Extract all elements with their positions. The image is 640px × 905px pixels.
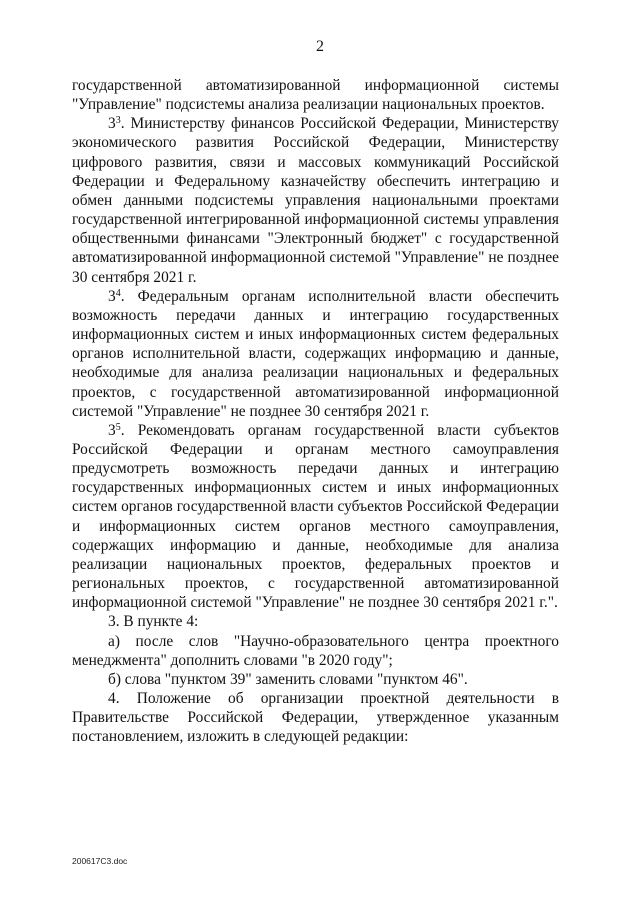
paragraph-item-b: б) слова "пунктом 39" заменить словами "пунктом 46". — [108, 670, 468, 688]
clause-number: 3 — [108, 287, 116, 305]
paragraph-item-4: 4. Положение об организации проектной деятельности в Правительстве Российской Федерации, утвержденное указанным постановлением, изложить в следующей редакции: — [72, 690, 559, 746]
clause-superscript: 3 — [115, 115, 121, 127]
paragraph-item-a: а) после слов "Научно-образовательного центра проектного менеджмента" дополнить словами "в 2020 году"; — [72, 632, 559, 669]
paragraph-3-4 — [72, 287, 559, 421]
document-file-code: 200617С3.doc — [72, 856, 128, 866]
paragraph-item-3: 3. В пункте 4: — [108, 613, 199, 631]
clause-superscript: 4 — [115, 287, 121, 299]
paragraph-continuation: государственной автоматизированной информационной системы "Управление" подсистемы анализа реализации национальных проектов. — [72, 77, 559, 114]
clause-number: 3 — [108, 115, 116, 133]
paragraph-3-3 — [72, 114, 559, 286]
document-body — [72, 76, 559, 746]
paragraph-text: . Министерству финансов Российской Федерации, Министерству экономического развития Российской Федерации, Министерству цифрового развития, связи и массовых коммуникаций Российской Федерации и Федеральному казначейству обеспечить интеграцию и обмен данными подсистемы управления национальными проектами государственной интегрированной информационной системы управления общественными финансами "Электронный бюджет" с государственной автоматизированной информационной системой "Управление" не позднее 30 сентября 2021 г. — [72, 115, 559, 286]
paragraph-text: . Рекомендовать органам государственной власти субъектов Российской Федерации и органам местного самоуправления предусмотреть возможность передачи данных и интеграцию государственных информационных систем и иных информационных систем органов государственной власти субъектов Российской Федерации и информационных систем органов местного самоуправления, содержащих информацию и данные, необходимые для анализа реализации национальных проектов, федеральных проектов и региональных проектов, с государственной автоматизированной информационной системой "Управление" не позднее 30 сентября 2021 г.". — [72, 421, 559, 612]
paragraph-text: . Федеральным органам исполнительной власти обеспечить возможность передачи данных и интеграцию государственных информационных систем и иных информационных систем федеральных органов исполнительной власти, содержащих информацию и данные, необходимые для анализа реализации национальных и федеральных проектов, с государственной автоматизированной информационной системой "Управление" не позднее 30 сентября 2021 г. — [72, 287, 559, 420]
clause-number: 3 — [108, 421, 116, 439]
paragraph-3-5 — [72, 421, 559, 613]
clause-superscript: 5 — [115, 421, 121, 433]
page-number: 2 — [316, 38, 324, 55]
